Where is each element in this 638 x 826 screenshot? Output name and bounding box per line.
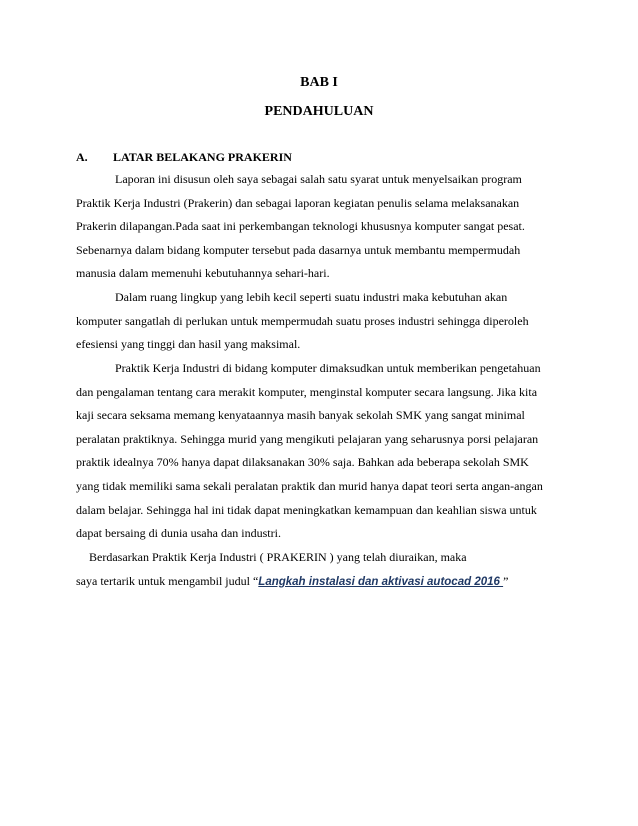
report-title-emphasis: Langkah instalasi dan aktivasi autocad 2016 [258,576,504,588]
paragraph-line: efesiensi yang tinggi dan hasil yang maksimal. [76,337,301,352]
paragraph-line [76,570,576,595]
paragraph-line: Dalam ruang lingkup yang lebih kecil seperti suatu industri maka kebutuhan akan [115,290,508,304]
section-number: A. [76,150,88,164]
closing-suffix: ” [503,574,509,588]
section-title: LATAR BELAKANG PRAKERIN [113,150,292,164]
closing-line-1 [89,546,589,570]
paragraph-line: Praktik Kerja Industri (Prakerin) dan sebagai laporan kegiatan penulis selama melaksanakan [76,195,520,210]
paragraph-line: dapat bersaing di dunia usaha dan industri. [76,526,281,541]
paragraph-line: Praktik Kerja Industri di bidang komputer dimaksudkan untuk memberikan pengetahuan [115,361,541,375]
paragraph-line: yang tidak memiliki sama sekali peralatan praktik dan murid hanya dapat teori serta angan-angan [76,478,543,493]
paragraph-line: Sebenarnya dalam bidang komputer tersebut pada dasarnya untuk membantu mempermudah [76,242,521,257]
paragraph-line: komputer sangatlah di perlukan untuk mempermudah suatu proses industri sehingga diperoleh [76,313,529,328]
paragraph-line: praktik idealnya 70% hanya dapat dilaksanakan 30% saja. Bahkan ada beberapa sekolah SMK [76,455,529,470]
paragraph-2 [76,286,576,357]
paragraph-line: peralatan praktiknya. Sehingga murid yang mengikuti pelajaran yang seharusnya porsi pelajaran [76,431,539,446]
paragraph-line: kaji secara seksama memang kenyataannya masih banyak sekolah SMK yang sangat minimal [76,408,525,423]
chapter-title: PENDAHULUAN [264,104,374,119]
paragraph-1 [76,168,576,286]
paragraph-line: manusia dalam memenuhi kebutuhannya sehari-hari. [76,266,330,281]
paragraph-3 [76,357,576,546]
closing-line-2 [76,570,576,595]
closing-prefix: saya tertarik untuk mengambil judul “ [76,574,259,588]
paragraph-line: dan pengalaman tentang cara merakit komputer, menginstal komputer secara langsung. Jika kita [76,384,538,399]
paragraph-line: Prakerin dilapangan.Pada saat ini perkembangan teknologi khususnya komputer sangat pesat. [76,219,525,234]
paragraph-line: dalam belajar. Sehingga hal ini tidak dapat meningkatkan kemampuan dan keahlian siswa untuk [76,502,537,517]
paragraph-line: Berdasarkan Praktik Kerja Industri ( PRAKERIN ) yang telah diuraikan, maka [89,550,467,564]
paragraph-line: Laporan ini disusun oleh saya sebagai salah satu syarat untuk menyelsaikan program [115,172,522,186]
chapter-number: BAB I [300,75,338,90]
